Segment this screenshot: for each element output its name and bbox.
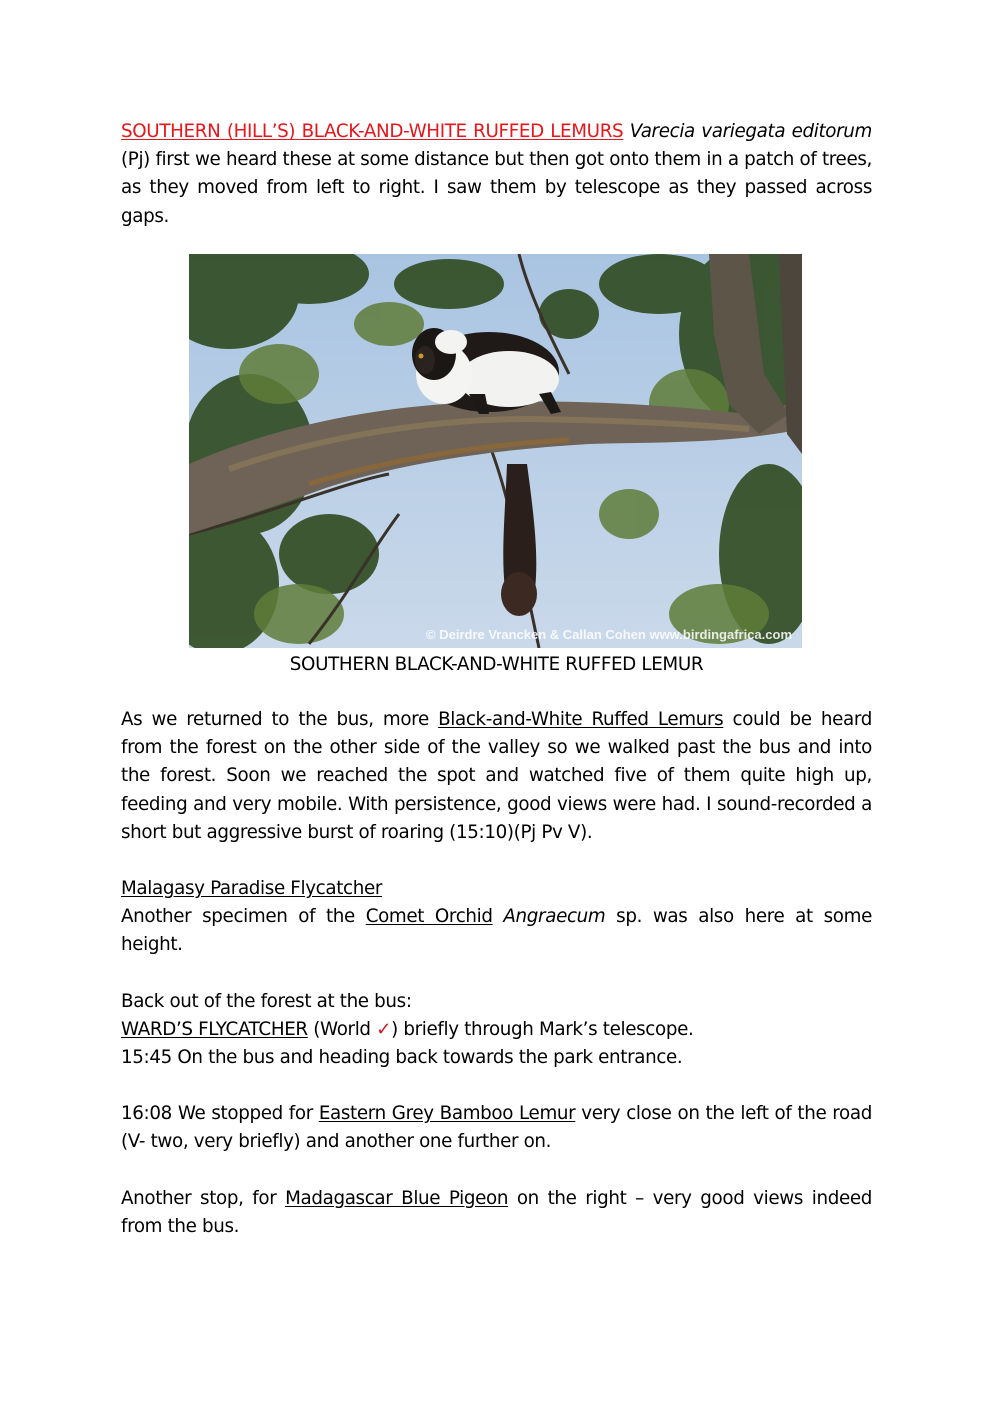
paragraph-bamboo-lemur: 16:08 We stopped for Eastern Grey Bamboo Lemur very close on the left of the road (V- two, very briefly) and another one further on. bbox=[121, 1103, 872, 1153]
intro-text: (Pj) first we heard these at some distance but then got onto them in a patch of trees, as they moved from left to right. I saw them by telescope as they passed across gaps. bbox=[121, 149, 872, 227]
intro-paragraph bbox=[121, 118, 872, 231]
species-link-ruffed-lemurs[interactable]: SOUTHERN (HILL’S) BLACK-AND-WHITE RUFFED LEMURS bbox=[121, 121, 624, 142]
species-link-eastern-grey-bamboo-lemur[interactable]: Eastern Grey Bamboo Lemur bbox=[318, 1103, 576, 1125]
lemur-photo bbox=[189, 254, 802, 648]
species-link-malagasy-paradise-flycatcher[interactable]: Malagasy Paradise Flycatcher bbox=[121, 878, 383, 900]
journal-body bbox=[121, 706, 872, 1241]
species-link-wards-flycatcher[interactable]: WARD’S FLYCATCHER bbox=[121, 1018, 308, 1040]
species-link-madagascar-blue-pigeon[interactable]: Madagascar Blue Pigeon bbox=[285, 1187, 509, 1209]
paragraph-return-to-bus: As we returned to the bus, more Black-and-White Ruffed Lemurs could be heard from the forest on the other side of the valley so we walked past the bus and into the forest. Soon we reached the spot and watched five of them quite high up, feeding and very mobile. With persistence, good views were had. I sound-recorded a short but aggressive burst of roaring (15:10)(Pj Pv V). bbox=[121, 709, 872, 843]
scientific-name-angraecum: Angraecum bbox=[503, 906, 606, 928]
photo-credit: © Deirdre Vrancken & Callan Cohen www.birdingafrica.com bbox=[426, 627, 792, 642]
species-link-black-and-white-ruffed-lemurs[interactable]: Black-and-White Ruffed Lemurs bbox=[438, 709, 724, 730]
paragraph-back-at-bus: Back out of the forest at the bus: WARD’S FLYCATCHER (World ✓) briefly through Mark’s telescope. 15:45 On the bus and heading back towards the park entrance. bbox=[121, 990, 694, 1069]
species-link-comet-orchid[interactable]: Comet Orchid bbox=[365, 906, 493, 928]
scientific-name: Varecia variegata editorum bbox=[629, 121, 872, 142]
checkmark-icon: ✓ bbox=[376, 1018, 392, 1040]
paragraph-blue-pigeon: Another stop, for Madagascar Blue Pigeon on the right – very good views indeed from the bus. bbox=[121, 1187, 873, 1237]
photo-caption: SOUTHERN BLACK-AND-WHITE RUFFED LEMUR bbox=[289, 654, 704, 675]
paragraph-flycatcher: Malagasy Paradise Flycatcher Another specimen of the Comet Orchid Angraecum sp. was also here at some height. bbox=[121, 878, 872, 956]
